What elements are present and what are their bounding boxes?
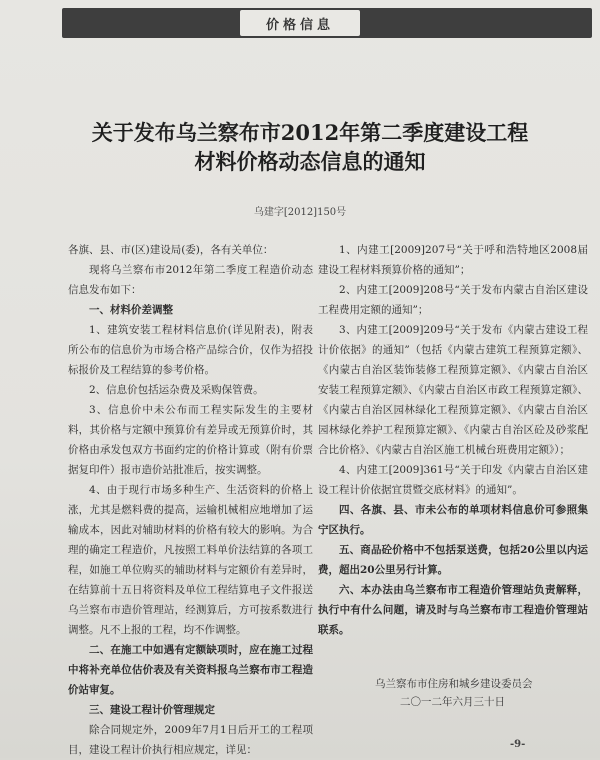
paragraph: 4、由于现行市场多种生产、生活资料的价格上涨，尤其是燃料费的提高，运输机械相应地增加了运输成本，因此对辅助材料的价格有较大的影响。为合理的确定工程造价，凡按照工料单价法结算的各项工程，如施工单位购买的辅助材料与定额价有差异时，在结算前十五日将资料及单位工程结算电子文件报送乌兰察布市造价管理站，经测算后，方可按系数进行调整。凡不上报的工程，均不作调整。 [68, 484, 313, 636]
paragraph: 2、信息价包括运杂费及采购保管费。 [89, 384, 264, 396]
right-column [318, 240, 588, 640]
list-item: 1、内建工[2009]207号“关于呼和浩特地区2008届建设工程材料预算价格的通知”； [318, 244, 588, 276]
title-line-1: 关于发布乌兰察布市2012年第二季度建设工程 [91, 120, 529, 145]
section-header-label: 价格信息 [240, 10, 360, 36]
paragraph: 3、信息价中未公布而工程实际发生的主要材料，其价格与定额中预算价有差异或无预算价时，其价格由承发包双方书面约定的价格计算或（附有价票据复印件）报市造价站批准后，按实调整。 [68, 404, 313, 476]
section-heading: 六、本办法由乌兰察布市工程造价管理站负责解释，执行中有什么问题，请及时与乌兰察布市工程造价管理站联系。 [318, 584, 588, 636]
signature-date: 二〇一二年六月三十日 [400, 696, 505, 708]
list-item: 2、内建工[2009]208号“关于发布内蒙古自治区建设工程费用定额的通知”； [318, 284, 588, 316]
section-heading: 三、建设工程计价管理规定 [89, 704, 215, 716]
section-heading: 四、各旗、县、市未公布的单项材料信息价可参照集宁区执行。 [318, 504, 588, 536]
salutation: 各旗、县、市(区)建设局(委)，各有关单位： [68, 244, 274, 256]
paragraph: 现将乌兰察布市2012年第二季度工程造价动态信息发布如下： [68, 264, 313, 296]
document-number: 乌建字[2012]150号 [253, 207, 347, 218]
signature-organization: 乌兰察布市住房和城乡建设委员会 [375, 678, 533, 690]
left-column [68, 240, 313, 760]
section-heading: 二、在施工中如遇有定额缺项时，应在施工过程中将补充单位估价表及有关资料报乌兰察布市工程造价站审复。 [68, 644, 313, 696]
section-heading: 一、材料价差调整 [89, 304, 173, 316]
title-line-2: 材料价格动态信息的通知 [194, 149, 426, 174]
paragraph: 除合同规定外，2009年7月1日后开工的工程项目，建设工程计价执行相应规定，详见： [68, 724, 313, 756]
list-item: 3、内建工[2009]209号“关于发布《内蒙古建设工程计价依据》的通知”（包括《内蒙古建筑工程预算定额》、《内蒙古自治区装饰装修工程预算定额》、《内蒙古自治区安装工程预算定额》、《内蒙古自治区市政工程预算定额》、《内蒙古自治区园林绿化工程预算定额》、《内蒙古自治区园林绿化养护工程预算定额》、《内蒙古自治区砼及砂浆配合比价格》、《内蒙古自治区施工机械台班费用定额》）； [318, 324, 588, 456]
list-item: 4、内建工[2009]361号“关于印发《内蒙古自治区建设工程计价依据宜贯暨交底材料》的通知”。 [318, 464, 588, 496]
section-heading: 五、商品砼价格中不包括泵送费，包括20公里以内运费，超出20公里另行计算。 [318, 544, 588, 576]
page-number: -9- [510, 739, 526, 750]
paragraph: 1、建筑安装工程材料信息价(详见附表)，附表所公布的信息价为市场合格产品综合价，仅作为招投标报价及工程结算的参考价格。 [68, 324, 313, 376]
